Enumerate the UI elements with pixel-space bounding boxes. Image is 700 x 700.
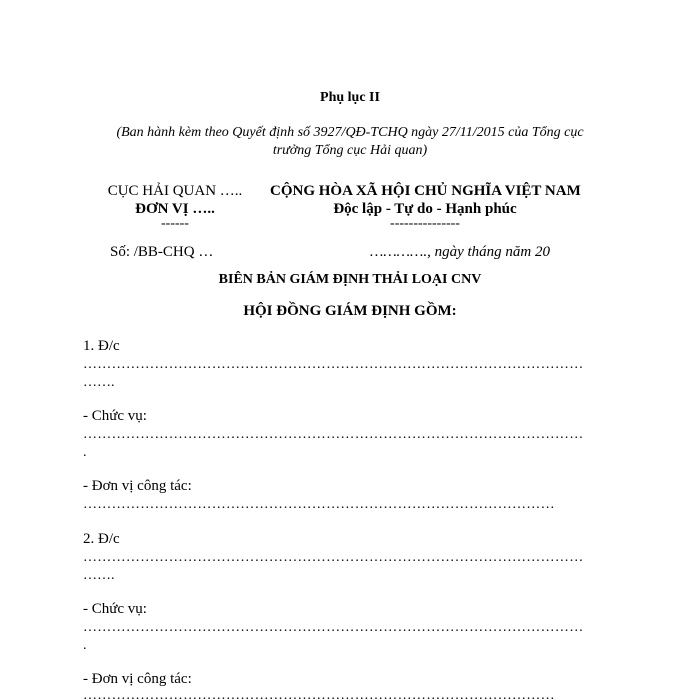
national-motto: Độc lập - Tự do - Hạnh phúc bbox=[333, 201, 517, 217]
member-1-position-line: …………………………………………………………………………………………… bbox=[83, 427, 584, 442]
left-underline: ------ bbox=[161, 216, 189, 231]
member-2-unit-line: ……………………………………………………………………………………… bbox=[83, 688, 555, 700]
member-2-name-tail: ……. bbox=[83, 568, 115, 583]
right-underline: --------------- bbox=[390, 216, 460, 231]
member-1-name-line: …………………………………………………………………………………………… bbox=[83, 357, 584, 372]
member-1-position-label: - Chức vụ: bbox=[83, 408, 147, 424]
member-2-position-tail: . bbox=[83, 638, 87, 653]
date-line: …………., ngày tháng năm 20 bbox=[370, 244, 551, 260]
member-1-unit-line: ……………………………………………………………………………………… bbox=[83, 497, 555, 512]
member-1-name-tail: ……. bbox=[83, 375, 115, 390]
member-1-unit-label: - Đơn vị công tác: bbox=[83, 478, 192, 494]
member-2-position-label: - Chức vụ: bbox=[83, 601, 147, 617]
issued-note-line1: (Ban hành kèm theo Quyết định số 3927/QĐ-TCHQ ngày 27/11/2015 của Tổng cục bbox=[116, 125, 584, 140]
member-1-label: 1. Đ/c bbox=[83, 338, 120, 354]
issued-note-line2: trưởng Tổng cục Hải quan) bbox=[272, 143, 428, 158]
appendix-title: Phụ lục II bbox=[320, 90, 380, 105]
member-2-label: 2. Đ/c bbox=[83, 531, 120, 547]
member-2-name-line: …………………………………………………………………………………………… bbox=[83, 550, 584, 565]
document-title: BIÊN BẢN GIÁM ĐỊNH THẢI LOẠI CNV bbox=[218, 272, 482, 287]
member-2-position-line: …………………………………………………………………………………………… bbox=[83, 620, 584, 635]
document-number: Số: /BB-CHQ … bbox=[110, 244, 214, 260]
council-heading: HỘI ĐỒNG GIÁM ĐỊNH GỒM: bbox=[243, 303, 457, 319]
agency-name: CỤC HẢI QUAN ….. bbox=[107, 183, 243, 199]
member-1-position-tail: . bbox=[83, 445, 87, 460]
nation-name: CỘNG HÒA XÃ HỘI CHỦ NGHĨA VIỆT NAM bbox=[270, 183, 581, 199]
unit-name: ĐƠN VỊ ….. bbox=[135, 201, 215, 217]
member-2-unit-label: - Đơn vị công tác: bbox=[83, 671, 192, 687]
